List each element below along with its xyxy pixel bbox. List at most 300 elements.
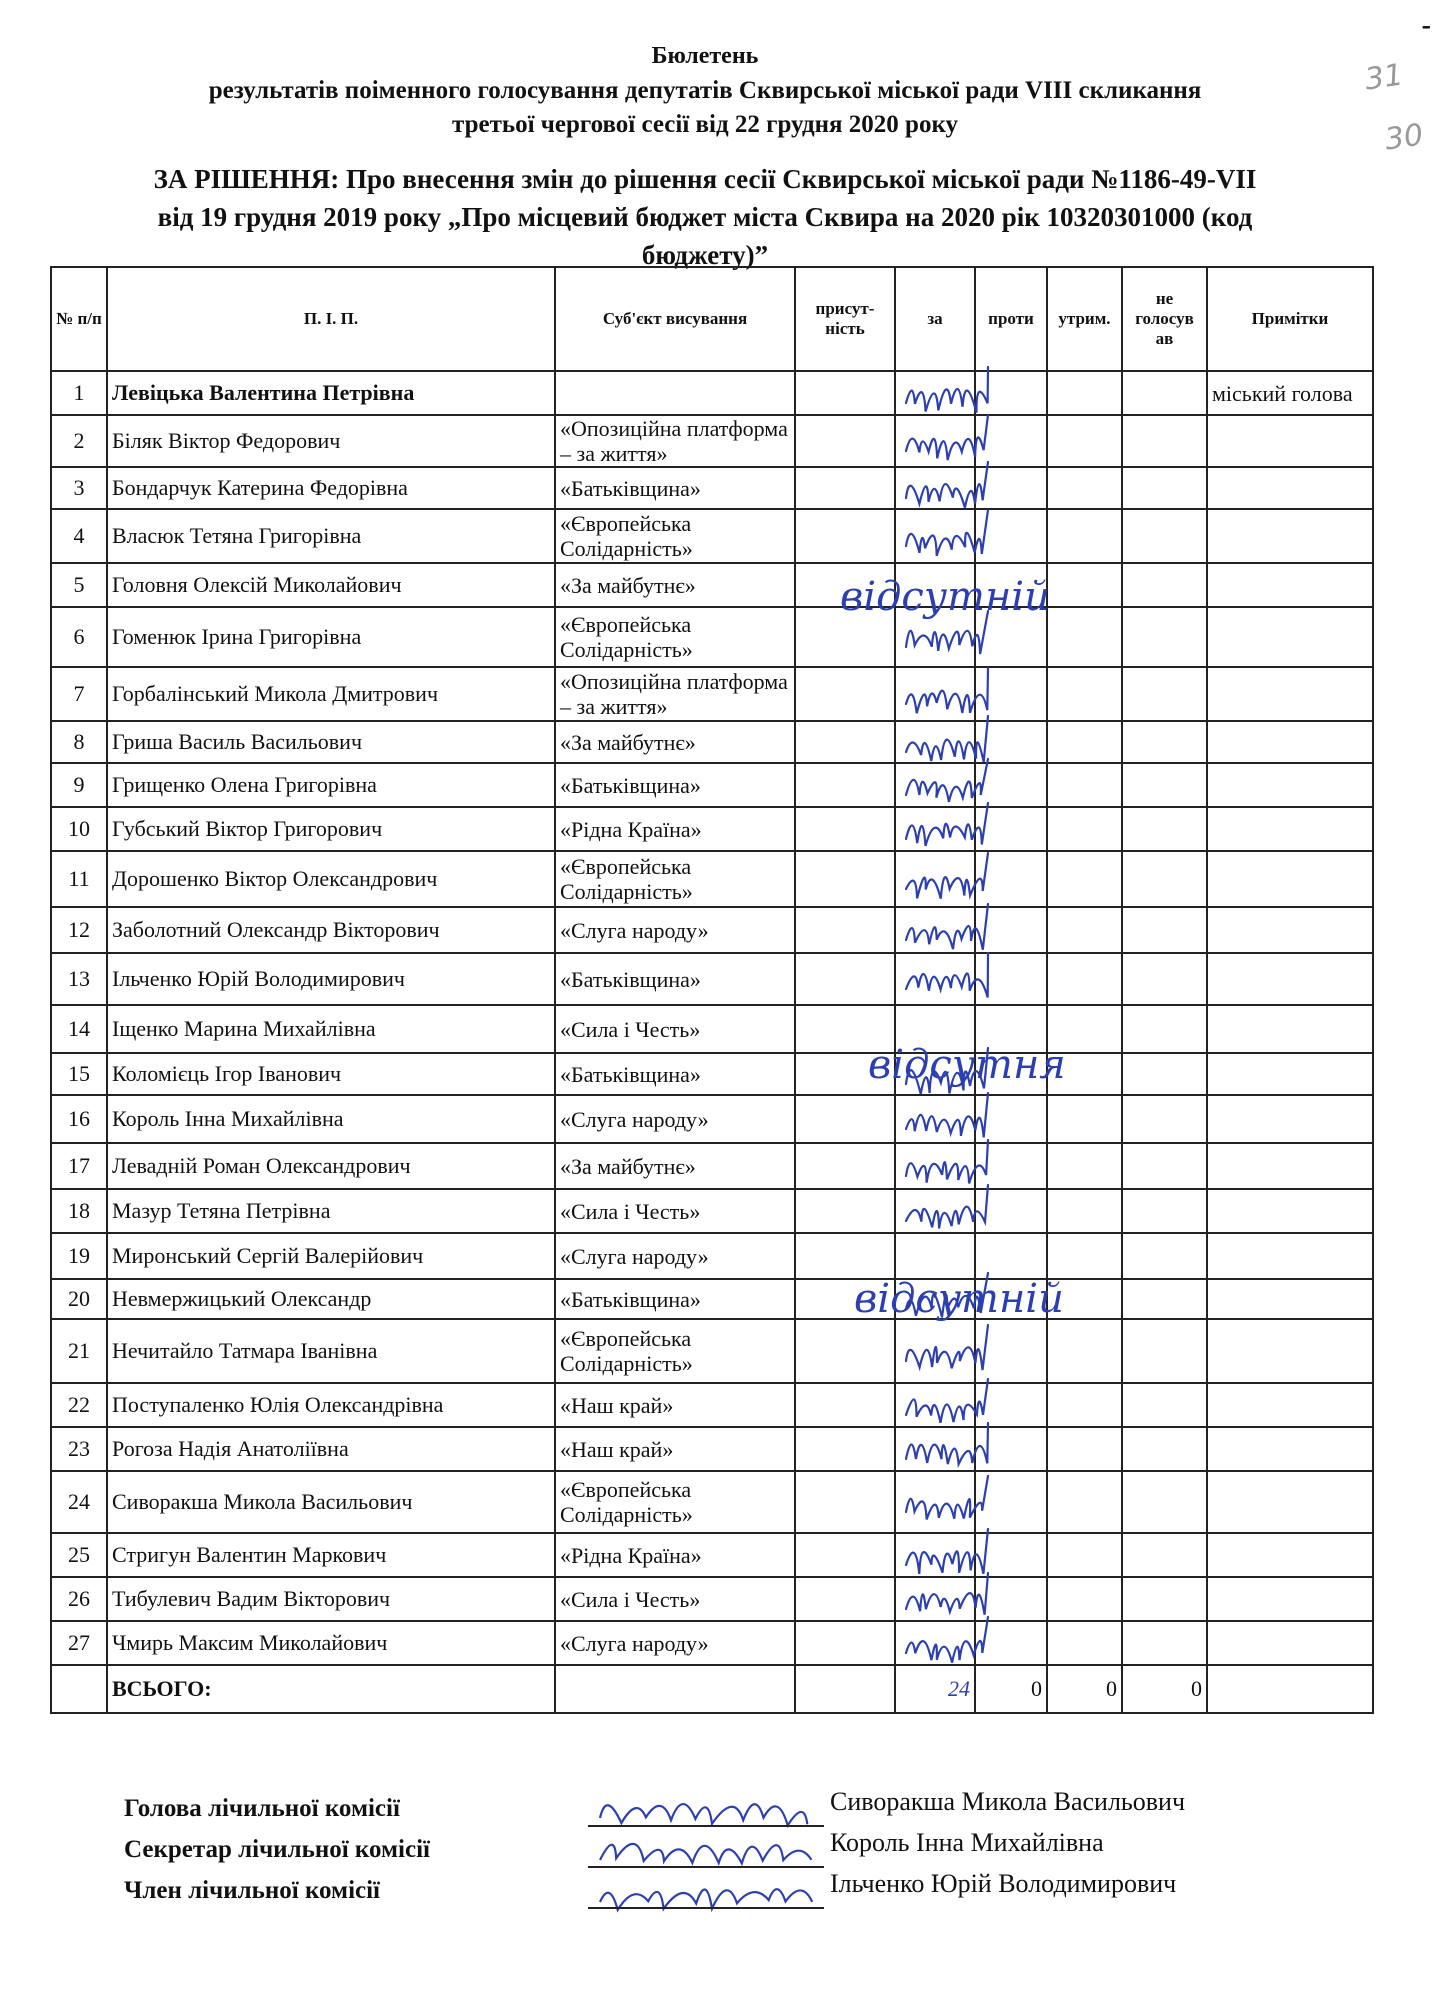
row-for (895, 1005, 975, 1053)
row-not-voted (1122, 1621, 1207, 1665)
row-num: 9 (51, 763, 107, 807)
row-name: Горбалінський Микола Дмитрович (107, 667, 555, 721)
row-abstain (1047, 763, 1122, 807)
commission-signature-mark (600, 1844, 811, 1864)
row-present (795, 607, 895, 667)
row-note (1207, 667, 1373, 721)
row-not-voted (1122, 1143, 1207, 1189)
table-row (51, 1095, 1373, 1143)
table-row (51, 667, 1373, 721)
table-row (51, 907, 1373, 953)
row-present (795, 1005, 895, 1053)
table-row (51, 1577, 1373, 1621)
row-present (795, 1621, 895, 1665)
row-note (1207, 1143, 1373, 1189)
row-not-voted (1122, 1053, 1207, 1095)
row-abstain (1047, 907, 1122, 953)
total-row (51, 1665, 1373, 1713)
row-present (795, 1471, 895, 1533)
row-present (795, 467, 895, 509)
row-against (975, 607, 1047, 667)
row-against (975, 563, 1047, 607)
row-against (975, 953, 1047, 1005)
row-for (895, 371, 975, 415)
row-num: 17 (51, 1143, 107, 1189)
total-present-cell (795, 1665, 895, 1713)
row-not-voted (1122, 1383, 1207, 1427)
table-row (51, 953, 1373, 1005)
row-faction: «Наш край» (555, 1383, 795, 1427)
row-present (795, 1189, 895, 1233)
row-name: Рогоза Надія Анатоліївна (107, 1427, 555, 1471)
row-against (975, 1533, 1047, 1577)
row-present (795, 1279, 895, 1319)
row-present (795, 953, 895, 1005)
row-against (975, 721, 1047, 763)
row-note (1207, 1095, 1373, 1143)
decision-line-2: від 19 грудня 2019 року „Про місцевий бюджет міста Сквира на 2020 рік 10320301000 (код (157, 202, 1253, 232)
row-name: Тибулевич Вадим Вікторович (107, 1577, 555, 1621)
row-abstain (1047, 415, 1122, 467)
table-row (51, 763, 1373, 807)
decision-text (40, 160, 1370, 274)
row-abstain (1047, 467, 1122, 509)
commission-member-name: Сиворакша Микола Васильович (830, 1787, 1186, 1816)
row-not-voted (1122, 907, 1207, 953)
row-note (1207, 1005, 1373, 1053)
row-faction: «Сила і Честь» (555, 1189, 795, 1233)
header-not-voted: не голосув ав (1122, 267, 1207, 371)
row-num: 16 (51, 1095, 107, 1143)
row-name: Ільченко Юрій Володимирович (107, 953, 555, 1005)
row-name: Заболотний Олександр Вікторович (107, 907, 555, 953)
row-faction: «Рідна Країна» (555, 807, 795, 851)
row-num: 26 (51, 1577, 107, 1621)
row-for (895, 763, 975, 807)
table-row (51, 807, 1373, 851)
row-against (975, 415, 1047, 467)
row-abstain (1047, 371, 1122, 415)
total-label: ВСЬОГО: (107, 1665, 555, 1713)
row-for (895, 721, 975, 763)
row-num: 24 (51, 1471, 107, 1533)
total-faction-cell (555, 1665, 795, 1713)
row-faction: «Слуга народу» (555, 1233, 795, 1279)
table-row (51, 1005, 1373, 1053)
row-note (1207, 415, 1373, 467)
row-against (975, 1143, 1047, 1189)
row-for (895, 1279, 975, 1319)
table-row (51, 607, 1373, 667)
row-not-voted (1122, 721, 1207, 763)
row-num: 20 (51, 1279, 107, 1319)
subtitle-line-1: результатів поіменного голосування депутатів Сквирської міської ради VIII скликання (208, 77, 1202, 104)
row-for (895, 807, 975, 851)
row-faction: «За майбутнє» (555, 721, 795, 763)
row-num: 13 (51, 953, 107, 1005)
row-num: 22 (51, 1383, 107, 1427)
row-faction: «Європейська Солідарність» (555, 509, 795, 563)
row-num: 5 (51, 563, 107, 607)
row-not-voted (1122, 1095, 1207, 1143)
row-for (895, 1095, 975, 1143)
row-not-voted (1122, 1005, 1207, 1053)
row-not-voted (1122, 467, 1207, 509)
commission-role-label: Секретар лічильної комісії (124, 1836, 430, 1863)
row-abstain (1047, 1279, 1122, 1319)
signature-line (588, 1866, 824, 1868)
row-name: Іщенко Марина Михайлівна (107, 1005, 555, 1053)
table-header-row (51, 267, 1373, 371)
commission-role-label: Голова лічильної комісії (124, 1795, 400, 1822)
margin-note-count-2: 30 (1382, 117, 1426, 158)
table-row (51, 1143, 1373, 1189)
row-name: Король Інна Михайлівна (107, 1095, 555, 1143)
row-name: Левіцька Валентина Петрівна (107, 371, 555, 415)
row-present (795, 907, 895, 953)
row-not-voted (1122, 371, 1207, 415)
row-name: Грищенко Олена Григорівна (107, 763, 555, 807)
row-name: Чмирь Максим Миколайович (107, 1621, 555, 1665)
row-against (975, 1279, 1047, 1319)
row-abstain (1047, 1427, 1122, 1471)
row-name: Головня Олексій Миколайович (107, 563, 555, 607)
row-abstain (1047, 1319, 1122, 1383)
row-faction: «Рідна Країна» (555, 1533, 795, 1577)
row-not-voted (1122, 667, 1207, 721)
row-note (1207, 1533, 1373, 1577)
row-against (975, 907, 1047, 953)
row-for (895, 1471, 975, 1533)
row-abstain (1047, 607, 1122, 667)
row-name: Біляк Віктор Федорович (107, 415, 555, 467)
row-present (795, 1577, 895, 1621)
total-abstain: 0 (1047, 1665, 1122, 1713)
row-abstain (1047, 1143, 1122, 1189)
row-num: 6 (51, 607, 107, 667)
row-against (975, 509, 1047, 563)
row-for (895, 1577, 975, 1621)
row-name: Дорошенко Віктор Олександрович (107, 851, 555, 907)
row-name: Миронський Сергій Валерійович (107, 1233, 555, 1279)
row-note (1207, 1471, 1373, 1533)
row-for (895, 1143, 975, 1189)
row-not-voted (1122, 807, 1207, 851)
row-against (975, 1095, 1047, 1143)
commission-member-name: Король Інна Михайлівна (830, 1828, 1104, 1857)
row-present (795, 563, 895, 607)
row-note (1207, 953, 1373, 1005)
row-against (975, 371, 1047, 415)
row-num: 19 (51, 1233, 107, 1279)
document-title: Бюлетень (651, 43, 759, 69)
header-name: П. І. П. (107, 267, 555, 371)
row-for (895, 563, 975, 607)
row-note (1207, 1577, 1373, 1621)
row-note (1207, 1319, 1373, 1383)
row-faction: «За майбутнє» (555, 563, 795, 607)
row-note (1207, 763, 1373, 807)
row-for (895, 1383, 975, 1427)
row-for (895, 1621, 975, 1665)
row-note (1207, 607, 1373, 667)
total-notes-cell (1207, 1665, 1373, 1713)
row-abstain (1047, 1233, 1122, 1279)
row-name: Гриша Василь Васильович (107, 721, 555, 763)
row-for (895, 1189, 975, 1233)
row-num: 27 (51, 1621, 107, 1665)
row-num: 21 (51, 1319, 107, 1383)
row-not-voted (1122, 1279, 1207, 1319)
row-against (975, 1005, 1047, 1053)
row-abstain (1047, 1621, 1122, 1665)
row-for (895, 607, 975, 667)
row-not-voted (1122, 563, 1207, 607)
signature-line (588, 1907, 824, 1909)
margin-note-count-1: 31 (1362, 57, 1406, 98)
row-num: 4 (51, 509, 107, 563)
row-abstain (1047, 509, 1122, 563)
row-against (975, 1383, 1047, 1427)
decision-line-3: бюджету)” (641, 240, 769, 270)
row-abstain (1047, 953, 1122, 1005)
row-faction: «Сила і Честь» (555, 1577, 795, 1621)
row-name: Губський Віктор Григорович (107, 807, 555, 851)
commission-role-label: Член лічильної комісії (124, 1877, 381, 1904)
voting-table (50, 266, 1374, 1714)
decision-line-1: ЗА РІШЕННЯ: Про внесення змін до рішення сесії Сквирської міської ради №1186-49-VII (153, 164, 1257, 194)
header-num: № п/п (51, 267, 107, 371)
row-against (975, 763, 1047, 807)
row-faction: «Батьківщина» (555, 1279, 795, 1319)
row-for (895, 509, 975, 563)
row-for (895, 1533, 975, 1577)
header-for: за (895, 267, 975, 371)
row-abstain (1047, 1533, 1122, 1577)
row-note (1207, 1427, 1373, 1471)
row-faction: «Слуга народу» (555, 1621, 795, 1665)
row-num: 3 (51, 467, 107, 509)
row-num: 1 (51, 371, 107, 415)
row-faction: «Європейська Солідарність» (555, 851, 795, 907)
row-note (1207, 807, 1373, 851)
row-not-voted (1122, 1233, 1207, 1279)
row-not-voted (1122, 607, 1207, 667)
row-abstain (1047, 851, 1122, 907)
row-note (1207, 851, 1373, 907)
table-row (51, 1383, 1373, 1427)
table-row (51, 509, 1373, 563)
row-note (1207, 509, 1373, 563)
row-not-voted (1122, 851, 1207, 907)
row-not-voted (1122, 1533, 1207, 1577)
row-note (1207, 1053, 1373, 1095)
row-num: 2 (51, 415, 107, 467)
row-present (795, 415, 895, 467)
row-against (975, 851, 1047, 907)
row-present (795, 509, 895, 563)
row-abstain (1047, 1383, 1122, 1427)
row-against (975, 1053, 1047, 1095)
subtitle-line-2: третьої чергової сесії від 22 грудня 2020 року (451, 111, 959, 138)
row-against (975, 467, 1047, 509)
header-faction: Суб'єкт висування (555, 267, 795, 371)
row-name: Гоменюк Ірина Григорівна (107, 607, 555, 667)
row-faction: «Опозиційна платформа – за життя» (555, 415, 795, 467)
table-row (51, 1319, 1373, 1383)
row-against (975, 807, 1047, 851)
table-row (51, 1621, 1373, 1665)
row-against (975, 1319, 1047, 1383)
row-present (795, 1095, 895, 1143)
row-against (975, 1233, 1047, 1279)
row-name: Стригун Валентин Маркович (107, 1533, 555, 1577)
row-name: Левадній Роман Олександрович (107, 1143, 555, 1189)
row-not-voted (1122, 1427, 1207, 1471)
row-name: Власюк Тетяна Григорівна (107, 509, 555, 563)
row-abstain (1047, 1095, 1122, 1143)
row-name: Бондарчук Катерина Федорівна (107, 467, 555, 509)
row-num: 18 (51, 1189, 107, 1233)
row-against (975, 1471, 1047, 1533)
row-faction: «Європейська Солідарність» (555, 1319, 795, 1383)
table-row (51, 1189, 1373, 1233)
row-faction: «Наш край» (555, 1427, 795, 1471)
handwritten-absent-row-19: відсутній (854, 1276, 1064, 1322)
row-note (1207, 563, 1373, 607)
row-faction: «Європейська Солідарність» (555, 607, 795, 667)
row-abstain (1047, 1005, 1122, 1053)
row-note (1207, 721, 1373, 763)
footer-signatures (600, 1804, 812, 1910)
row-name: Невмержицький Олександр (107, 1279, 555, 1319)
table-row (51, 1279, 1373, 1319)
row-present (795, 763, 895, 807)
table-row (51, 851, 1373, 907)
row-name: Коломієць Ігор Іванович (107, 1053, 555, 1095)
total-num-cell (51, 1665, 107, 1713)
handwritten-absent-row-14: відсутня (868, 1042, 1066, 1088)
row-for (895, 1233, 975, 1279)
row-note: міський голова (1207, 371, 1373, 415)
row-name: Поступаленко Юлія Олександрівна (107, 1383, 555, 1427)
row-faction: «Слуга народу» (555, 1095, 795, 1143)
total-against: 0 (975, 1665, 1047, 1713)
row-present (795, 1053, 895, 1095)
row-faction: «За майбутнє» (555, 1143, 795, 1189)
commission-member-name: Ільченко Юрій Володимирович (830, 1869, 1177, 1898)
row-name: Мазур Тетяна Петрівна (107, 1189, 555, 1233)
row-for (895, 953, 975, 1005)
row-faction: «Батьківщина» (555, 763, 795, 807)
row-abstain (1047, 807, 1122, 851)
row-present (795, 807, 895, 851)
row-num: 23 (51, 1427, 107, 1471)
row-not-voted (1122, 953, 1207, 1005)
header-abstain: утрим. (1047, 267, 1122, 371)
row-not-voted (1122, 763, 1207, 807)
row-abstain (1047, 1471, 1122, 1533)
table-row (51, 721, 1373, 763)
row-num: 14 (51, 1005, 107, 1053)
row-abstain (1047, 563, 1122, 607)
total-for: 24 (895, 1665, 975, 1713)
row-name: Нечитайло Татмара Іванівна (107, 1319, 555, 1383)
row-abstain (1047, 667, 1122, 721)
row-faction: «Батьківщина» (555, 467, 795, 509)
row-abstain (1047, 1053, 1122, 1095)
row-present (795, 1383, 895, 1427)
row-note (1207, 1621, 1373, 1665)
row-note (1207, 907, 1373, 953)
row-for (895, 467, 975, 509)
row-faction (555, 371, 795, 415)
row-note (1207, 467, 1373, 509)
row-present (795, 667, 895, 721)
row-against (975, 1577, 1047, 1621)
row-not-voted (1122, 1319, 1207, 1383)
row-faction: «Батьківщина» (555, 953, 795, 1005)
table-row (51, 1427, 1373, 1471)
header-present: присут-ність (795, 267, 895, 371)
row-note (1207, 1279, 1373, 1319)
table-row (51, 1471, 1373, 1533)
table-row (51, 467, 1373, 509)
row-faction: «Опозиційна платформа – за життя» (555, 667, 795, 721)
row-num: 10 (51, 807, 107, 851)
row-for (895, 851, 975, 907)
row-for (895, 667, 975, 721)
row-for (895, 1319, 975, 1383)
row-abstain (1047, 1577, 1122, 1621)
row-faction: «Слуга народу» (555, 907, 795, 953)
row-note (1207, 1233, 1373, 1279)
document-subtitle (40, 74, 1370, 142)
row-num: 25 (51, 1533, 107, 1577)
row-for (895, 1427, 975, 1471)
header-against: проти (975, 267, 1047, 371)
row-present (795, 1143, 895, 1189)
row-num: 11 (51, 851, 107, 907)
row-against (975, 1621, 1047, 1665)
row-abstain (1047, 721, 1122, 763)
row-present (795, 851, 895, 907)
row-present (795, 721, 895, 763)
row-num: 12 (51, 907, 107, 953)
table-row (51, 563, 1373, 607)
table-row (51, 1053, 1373, 1095)
row-faction: «Батьківщина» (555, 1053, 795, 1095)
row-not-voted (1122, 1189, 1207, 1233)
row-note (1207, 1383, 1373, 1427)
table-row (51, 1533, 1373, 1577)
row-against (975, 1189, 1047, 1233)
row-not-voted (1122, 509, 1207, 563)
row-present (795, 1319, 895, 1383)
table-row (51, 1233, 1373, 1279)
handwritten-absent-row-5: відсутній (840, 574, 1050, 620)
commission-signature-mark (600, 1804, 807, 1825)
row-for (895, 907, 975, 953)
row-for (895, 1053, 975, 1095)
row-against (975, 667, 1047, 721)
signature-line (588, 1825, 824, 1827)
row-name: Сиворакша Микола Васильович (107, 1471, 555, 1533)
corner-mark: - (1421, 10, 1431, 41)
row-present (795, 1427, 895, 1471)
row-faction: «Сила і Честь» (555, 1005, 795, 1053)
row-against (975, 1427, 1047, 1471)
